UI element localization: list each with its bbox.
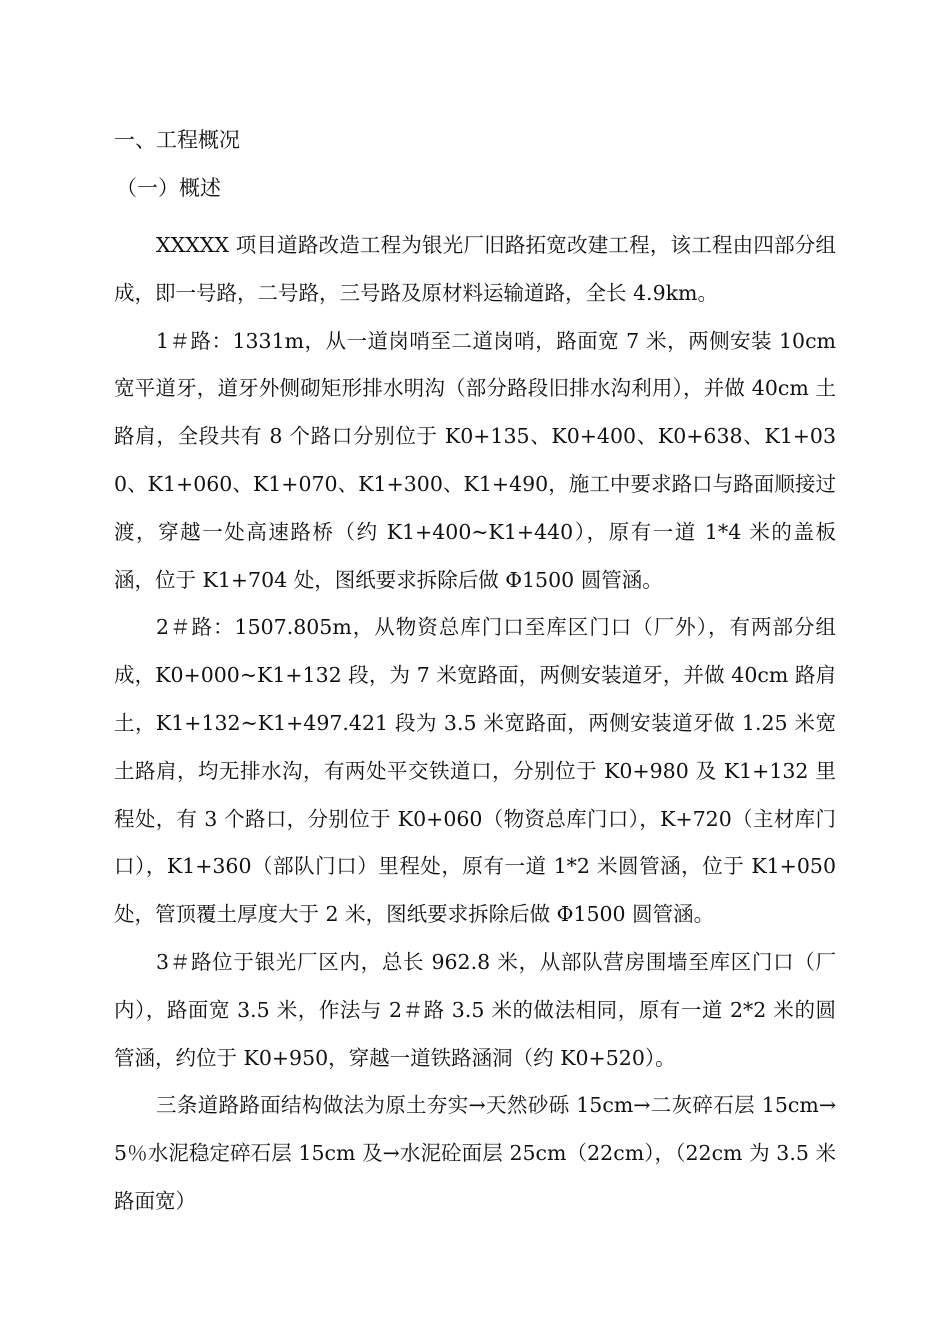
paragraph-road-3: 3＃路位于银光厂区内，总长 962.8 米，从部队营房围墙至库区门口（厂内），路面宽 3.5 米，作法与 2＃路 3.5 米的做法相同，原有一道 2*2 米的圆管涵，约位于 K0+950，穿越一道铁路涵洞（约 K0+520）。 <box>114 949 836 1070</box>
section-heading: 一、工程概况 <box>114 128 240 152</box>
paragraph-overview: XXXXX 项目道路改造工程为银光厂旧路拓宽改建工程，该工程由四部分组成，即一号路，二号路，三号路及原材料运输道路，全长 4.9km。 <box>114 233 836 305</box>
paragraph-road-1: 1＃路：1331m，从一道岗哨至二道岗哨，路面宽 7 米，两侧安装 10cm 宽平道牙，道牙外侧砌矩形排水明沟（部分路段旧排水沟利用），并做 40cm 土路肩，全段共有 8 个路口分别位于 K0+135、K0+400、K0+638、K1+030、K1+060、K1+070、K1+300、K1+490，施工中要求路口与路面顺接过渡，穿越一处高速路桥（约 K1+400~K1+440），原有一道 1*4 米的盖板涵，位于 K1+704 处，图纸要求拆除后做 Φ1500 圆管涵。 <box>114 328 836 592</box>
paragraph-pavement-structure: 三条道路路面结构做法为原土夯实→天然砂砾 15cm→二灰碎石层 15cm→5％水泥稳定碎石层 15cm 及→水泥砼面层 25cm（22cm），（22cm 为 3.5 米路面宽） <box>114 1093 836 1213</box>
body-text <box>114 222 836 1226</box>
paragraph-road-2: 2＃路：1507.805m，从物资总库门口至库区门口（厂外），有两部分组成，K0+000~K1+132 段，为 7 米宽路面，两侧安装道牙，并做 40cm 路肩土，K1+132~K1+497.421 段为 3.5 米宽路面，两侧安装道牙做 1.25 米宽土路肩，均无排水沟，有两处平交铁道口，分别位于 K0+980 及 K1+132 里程处，有 3 个路口，分别位于 K0+060（物资总库门口），K+720（主材库门口），K1+360（部队门口）里程处，原有一道 1*2 米圆管涵，位于 K1+050 处，管顶覆土厚度大于 2 米，图纸要求拆除后做 Φ1500 圆管涵。 <box>114 615 836 927</box>
subsection-heading: （一）概述 <box>116 176 221 200</box>
